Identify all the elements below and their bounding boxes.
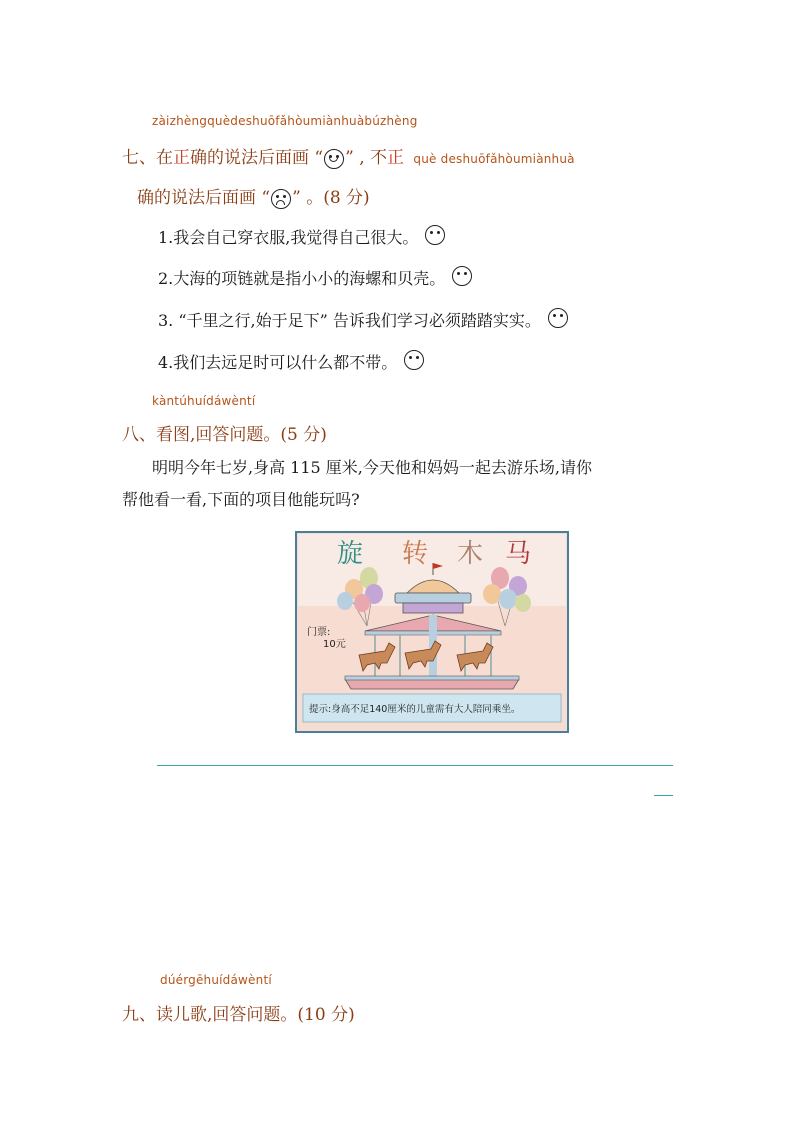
section7-heading-line2 bbox=[137, 183, 370, 209]
answer-line[interactable] bbox=[157, 765, 673, 766]
smiley-face-icon bbox=[324, 149, 344, 169]
statement-text: 2.大海的项链就是指小小的海螺和贝壳。 bbox=[158, 269, 446, 288]
highlight-char: 正 bbox=[387, 148, 405, 168]
statement-text: 1.我会自己穿衣服,我觉得自己很大。 bbox=[158, 228, 419, 247]
statement-item-1 bbox=[158, 225, 445, 249]
neutral-face-icon[interactable] bbox=[452, 266, 472, 286]
ticket-price: 10元 bbox=[323, 639, 346, 650]
statement-item-2 bbox=[158, 266, 472, 290]
heading-text: 确的说法后面画 “ bbox=[190, 148, 324, 168]
section8-pinyin: kàntúhuídáwèntí bbox=[152, 394, 256, 408]
statement-text: 4.我们去远足时可以什么都不带。 bbox=[158, 353, 398, 372]
title-char-2: 转 bbox=[402, 539, 429, 569]
heading-text: 确的说法后面画 “ bbox=[137, 188, 271, 208]
heading-text: ” 。(8 分) bbox=[292, 188, 370, 208]
answer-line-short[interactable] bbox=[654, 795, 673, 796]
title-char-3: 木 bbox=[457, 539, 484, 569]
statement-item-4 bbox=[158, 350, 424, 374]
heading-text: 七、在 bbox=[122, 148, 173, 168]
title-char-1: 旋 bbox=[337, 539, 364, 569]
statement-text: 3. “千里之行,始于足下” 告诉我们学习必须踏踏实实。 bbox=[158, 311, 541, 330]
section8-paragraph-line2: 帮他看一看,下面的项目他能玩吗? bbox=[122, 490, 360, 509]
statement-item-3 bbox=[158, 308, 568, 332]
section7-pinyin: zàizhèngquèdeshuōfǎhòumiànhuàbúzhèng bbox=[152, 114, 418, 128]
ticket-label: 门票: bbox=[307, 627, 331, 638]
section8-paragraph-line1: 明明今年七岁,身高 115 厘米,今天他和妈妈一起去游乐场,请你 bbox=[152, 458, 592, 477]
highlight-char: 正 bbox=[173, 148, 190, 168]
title-char-4: 马 bbox=[505, 539, 532, 569]
section7-heading bbox=[122, 143, 575, 169]
carousel-illustration bbox=[295, 531, 569, 733]
section8-heading: 八、看图,回答问题。(5 分) bbox=[122, 425, 327, 445]
heading-pinyin-tail: què deshuōfǎhòumiànhuà bbox=[413, 152, 575, 166]
tip-text: 提示:身高不足140厘米的儿童需有大人陪同乘坐。 bbox=[309, 704, 521, 715]
neutral-face-icon[interactable] bbox=[425, 225, 445, 245]
neutral-face-icon[interactable] bbox=[404, 350, 424, 370]
sad-face-icon bbox=[271, 189, 291, 209]
section9-pinyin: dúérgēhuídáwèntí bbox=[160, 973, 272, 987]
neutral-face-icon[interactable] bbox=[548, 308, 568, 328]
section9-heading: 九、读儿歌,回答问题。(10 分) bbox=[122, 1005, 355, 1025]
heading-text: ” , 不 bbox=[345, 148, 388, 168]
